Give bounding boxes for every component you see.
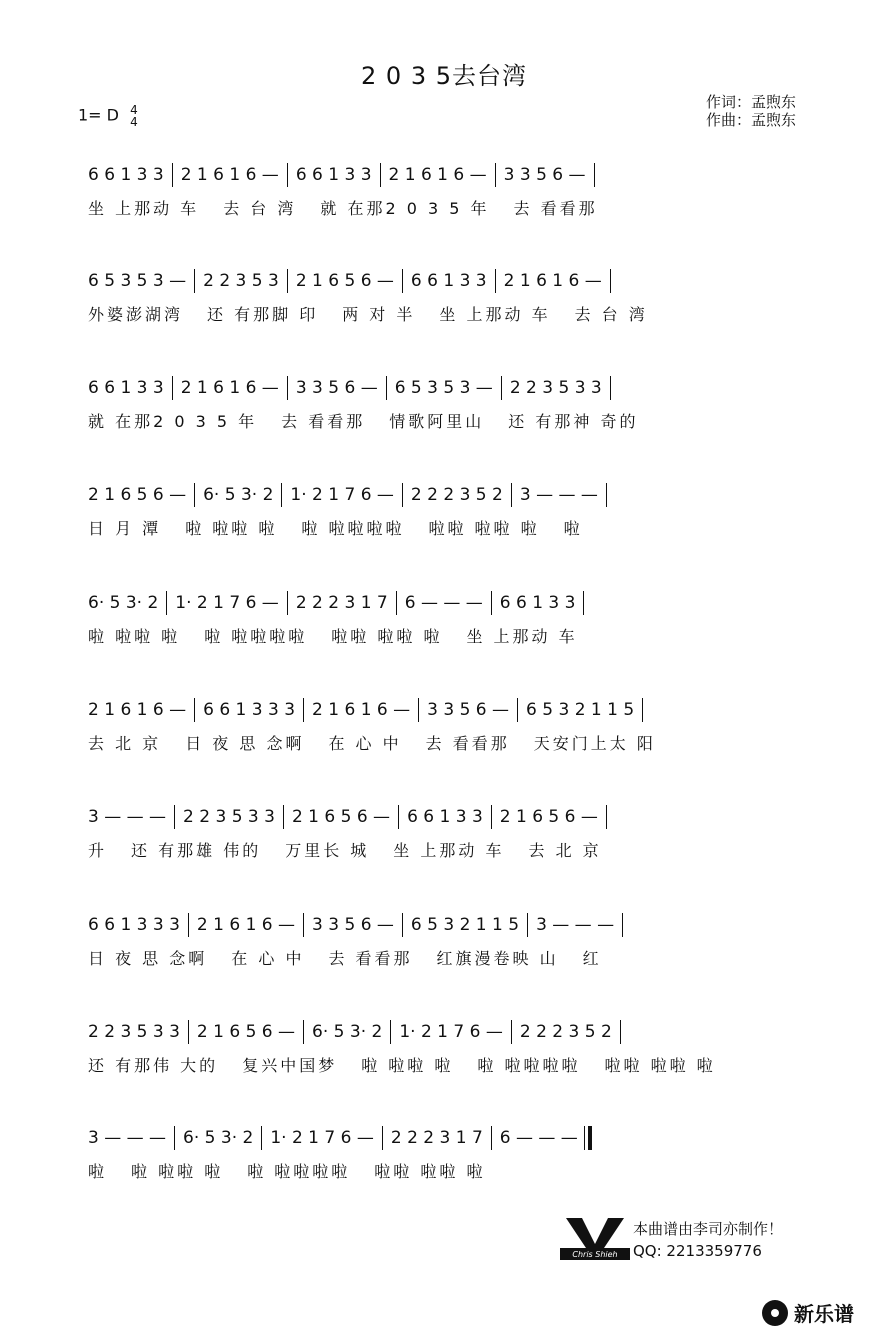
lyric-phrase: 啦 啦啦 啦 xyxy=(361,1056,454,1075)
barline xyxy=(418,698,419,722)
notes-line xyxy=(88,375,816,401)
lyric-phrase: 啦 啦啦啦啦 xyxy=(477,1056,581,1075)
maker-credit xyxy=(633,1218,783,1262)
barline xyxy=(283,805,284,829)
barline xyxy=(583,591,584,615)
lyric-phrase: 啦啦 啦啦 啦 xyxy=(428,519,540,538)
barline xyxy=(620,1020,621,1044)
barline xyxy=(495,163,496,187)
staff-row xyxy=(88,1125,816,1182)
barline xyxy=(622,913,623,937)
time-signature xyxy=(130,104,138,128)
lyric-phrase: 啦 啦啦啦啦 xyxy=(204,627,308,646)
lyric-phrase: 去 台 湾 xyxy=(223,199,297,218)
lyric-phrase: 万里长 城 xyxy=(285,841,370,860)
brand-logo xyxy=(762,1298,854,1327)
lyric-phrase: 去 北 京 xyxy=(528,841,602,860)
barline xyxy=(382,1126,383,1150)
measure: 6 5 3 5 3 — xyxy=(394,378,493,398)
measure: 6 5 3 2 1 1 5 xyxy=(526,700,635,720)
barline xyxy=(287,269,288,293)
brand-name: 新乐谱 xyxy=(794,1302,854,1326)
barline xyxy=(287,376,288,400)
measure: 1· 2 1 7 6 — xyxy=(290,485,394,505)
barline xyxy=(491,591,492,615)
song-title: 2 0 3 5去台湾 xyxy=(361,62,527,90)
lyric-phrase: 日 夜 思 念啊 xyxy=(88,949,208,968)
lyrics-line xyxy=(88,1053,816,1076)
lyricist: 作词：孟煦东 xyxy=(706,93,797,111)
maker-line: 本曲谱由李司亦制作！ xyxy=(633,1220,784,1238)
credits xyxy=(706,93,796,129)
staff-row xyxy=(88,697,816,754)
lyric-phrase: 去 看看那 xyxy=(513,199,598,218)
measure: 6· 5 3· 2 xyxy=(183,1128,254,1148)
qq-line: QQ: 2213359776 xyxy=(633,1242,762,1260)
measure: 2 2 3 5 3 3 xyxy=(88,1022,180,1042)
lyric-phrase: 去 看看那 xyxy=(281,412,366,431)
measure: 3 — — — xyxy=(536,915,615,935)
barline xyxy=(610,269,611,293)
measure: 6 6 1 3 3 xyxy=(410,271,487,291)
staff-row xyxy=(88,912,816,969)
lyric-phrase: 红 xyxy=(582,949,602,968)
lyric-phrase: 就 在那2 0 3 5 年 xyxy=(88,412,258,431)
measure: 2 2 3 5 3 xyxy=(203,271,279,291)
barline xyxy=(380,163,381,187)
measure: 6 6 1 3 3 xyxy=(499,593,576,613)
measure: 3 — — — xyxy=(88,1128,167,1148)
measure: 1· 2 1 7 6 — xyxy=(175,593,279,613)
measure: 2 2 3 5 3 3 xyxy=(509,378,602,398)
barline xyxy=(527,913,528,937)
lyrics-line xyxy=(88,838,816,861)
notes-line xyxy=(88,590,816,616)
staff-row xyxy=(88,375,816,432)
measure: 2 1 6 1 6 — xyxy=(180,378,279,398)
measure: 2 1 6 1 6 — xyxy=(180,165,279,185)
lyric-phrase: 外婆澎湖湾 xyxy=(88,305,184,324)
barline xyxy=(172,376,173,400)
measure: 6 — — — xyxy=(404,593,483,613)
lyric-phrase: 啦啦 啦啦 啦 xyxy=(374,1162,486,1181)
lyric-phrase: 红旗漫卷映 山 xyxy=(436,949,559,968)
lyric-phrase: 复兴中国梦 xyxy=(242,1056,338,1075)
lyric-phrase: 升 xyxy=(88,841,108,860)
measure: 3 3 5 6 — xyxy=(503,165,586,185)
measure: 6 6 1 3 3 xyxy=(295,165,372,185)
barline xyxy=(194,698,195,722)
measure: 2 1 6 5 6 — xyxy=(196,1022,296,1042)
lyric-phrase: 坐 上那动 车 xyxy=(439,305,551,324)
lyrics-line xyxy=(88,624,816,647)
barline xyxy=(166,591,167,615)
measure: 6· 5 3· 2 xyxy=(203,485,274,505)
lyric-phrase: 坐 上那动 车 xyxy=(88,199,200,218)
barline xyxy=(303,1020,304,1044)
lyric-phrase: 啦 xyxy=(563,519,583,538)
measure: 6 6 1 3 3 xyxy=(88,378,164,398)
barline xyxy=(287,163,288,187)
measure: 2 1 6 5 6 — xyxy=(88,485,187,505)
lyric-phrase: 去 北 京 xyxy=(88,734,162,753)
key-label: 1= D xyxy=(78,105,119,125)
barline xyxy=(386,376,387,400)
notes-line xyxy=(88,1125,816,1151)
barline xyxy=(281,483,282,507)
lyric-phrase: 还 有那神 奇的 xyxy=(508,412,639,431)
measure: 2 1 6 5 6 — xyxy=(499,807,598,827)
barline xyxy=(188,913,189,937)
staff-row xyxy=(88,268,816,325)
barline xyxy=(402,483,403,507)
lyrics-line xyxy=(88,731,816,754)
measure: 2 2 2 3 5 2 xyxy=(519,1022,612,1042)
lyric-phrase: 情歌阿里山 xyxy=(389,412,485,431)
lyric-phrase: 还 有那伟 大的 xyxy=(88,1056,219,1075)
barline xyxy=(398,805,399,829)
barline xyxy=(501,376,502,400)
barline xyxy=(491,805,492,829)
measure: 3 — — — xyxy=(88,807,167,827)
barline xyxy=(642,698,643,722)
barline xyxy=(511,483,512,507)
lyric-phrase: 坐 上那动 车 xyxy=(466,627,578,646)
barline xyxy=(261,1126,262,1150)
composer: 作曲：孟煦东 xyxy=(706,111,797,129)
barline xyxy=(606,805,607,829)
barline xyxy=(303,913,304,937)
barline xyxy=(610,376,611,400)
time-bottom: 4 xyxy=(130,115,138,129)
lyric-phrase: 还 有那雄 伟的 xyxy=(131,841,262,860)
measure: 2 1 6 1 6 — xyxy=(503,271,602,291)
barline xyxy=(174,805,175,829)
lyrics-line xyxy=(88,1159,816,1182)
measure: 1· 2 1 7 6 — xyxy=(270,1128,374,1148)
lyric-phrase: 去 看看那 xyxy=(328,949,413,968)
measure: 3 3 5 6 — xyxy=(295,378,378,398)
logo-text: Chris Shieh xyxy=(572,1250,618,1259)
measure: 6 5 3 2 1 1 5 xyxy=(410,915,520,935)
lyric-phrase: 两 对 半 xyxy=(342,305,416,324)
staff-row xyxy=(88,482,816,539)
notes-line xyxy=(88,912,816,938)
lyric-phrase: 啦啦 啦啦 啦 xyxy=(331,627,443,646)
barline xyxy=(174,1126,175,1150)
barline xyxy=(594,163,595,187)
barline xyxy=(287,591,288,615)
lyric-phrase: 在 心 中 xyxy=(328,734,402,753)
measure: 6 6 1 3 3 xyxy=(407,807,483,827)
measure: 6· 5 3· 2 xyxy=(312,1022,383,1042)
measure: 3 — — — xyxy=(519,485,598,505)
barline xyxy=(491,1126,492,1150)
measure: 6 6 1 3 3 3 xyxy=(88,915,180,935)
record-icon xyxy=(762,1300,788,1326)
lyric-phrase: 就 在那2 0 3 5 年 xyxy=(320,199,490,218)
lyric-phrase: 坐 上那动 车 xyxy=(393,841,505,860)
lyric-phrase: 啦 啦啦 啦 xyxy=(185,519,278,538)
barline xyxy=(517,698,518,722)
time-top: 4 xyxy=(130,103,138,117)
measure: 3 3 5 6 — xyxy=(427,700,510,720)
barline xyxy=(606,483,607,507)
measure: 6 6 1 3 3 xyxy=(88,165,164,185)
lyrics-line xyxy=(88,196,816,219)
notes-line xyxy=(88,162,816,188)
measure: 2 1 6 1 6 — xyxy=(88,700,187,720)
barline xyxy=(188,1020,189,1044)
measure: 3 3 5 6 — xyxy=(312,915,394,935)
measure: 2 1 6 5 6 — xyxy=(291,807,391,827)
lyric-phrase: 去 台 湾 xyxy=(574,305,648,324)
measure: 2 2 3 5 3 3 xyxy=(183,807,275,827)
measure: 2 1 6 1 6 — xyxy=(388,165,487,185)
lyric-phrase: 还 有那脚 印 xyxy=(207,305,319,324)
lyrics-line xyxy=(88,302,816,325)
notes-line xyxy=(88,1019,816,1045)
measure: 2 2 2 3 5 2 xyxy=(410,485,503,505)
measure: 2 1 6 1 6 — xyxy=(196,915,296,935)
measure: 2 1 6 5 6 — xyxy=(295,271,394,291)
barline xyxy=(194,483,195,507)
barline xyxy=(402,269,403,293)
lyric-phrase: 啦 啦啦啦啦 xyxy=(301,519,405,538)
measure: 1· 2 1 7 6 — xyxy=(399,1022,503,1042)
barline xyxy=(511,1020,512,1044)
notes-line xyxy=(88,697,816,723)
barline xyxy=(396,591,397,615)
lyric-phrase: 去 看看那 xyxy=(425,734,510,753)
notes-line xyxy=(88,268,816,294)
notes-line xyxy=(88,482,816,508)
staff-row xyxy=(88,162,816,219)
staff-row xyxy=(88,590,816,647)
staff-row xyxy=(88,804,816,861)
lyric-phrase: 啦 啦啦 啦 xyxy=(88,627,181,646)
lyrics-line xyxy=(88,946,816,969)
measure: 6· 5 3· 2 xyxy=(88,593,159,613)
measure: 6 6 1 3 3 3 xyxy=(203,700,296,720)
maker-logo xyxy=(560,1214,630,1260)
lyric-phrase: 在 心 中 xyxy=(231,949,305,968)
measure: 2 2 2 3 1 7 xyxy=(295,593,388,613)
lyric-phrase: 日 月 潭 xyxy=(88,519,162,538)
lyric-phrase: 日 夜 思 念啊 xyxy=(185,734,305,753)
lyrics-line xyxy=(88,409,816,432)
measure: 6 5 3 5 3 — xyxy=(88,271,187,291)
lyric-phrase: 啦 啦啦 啦 xyxy=(131,1162,224,1181)
lyric-phrase: 啦 啦啦啦啦 xyxy=(247,1162,351,1181)
barline xyxy=(390,1020,391,1044)
barline xyxy=(194,269,195,293)
barline xyxy=(172,163,173,187)
measure: 2 1 6 1 6 — xyxy=(312,700,411,720)
barline xyxy=(303,698,304,722)
final-barline xyxy=(584,1126,592,1150)
barline xyxy=(402,913,403,937)
key-signature xyxy=(78,104,138,128)
measure: 6 — — — xyxy=(499,1128,578,1148)
staff-row xyxy=(88,1019,816,1076)
lyrics-line xyxy=(88,516,816,539)
notes-line xyxy=(88,804,816,830)
lyric-phrase: 啦啦 啦啦 啦 xyxy=(604,1056,716,1075)
lyric-phrase: 啦 xyxy=(88,1162,108,1181)
measure: 2 2 2 3 1 7 xyxy=(390,1128,483,1148)
barline xyxy=(495,269,496,293)
lyric-phrase: 天安门上太 阳 xyxy=(533,734,656,753)
